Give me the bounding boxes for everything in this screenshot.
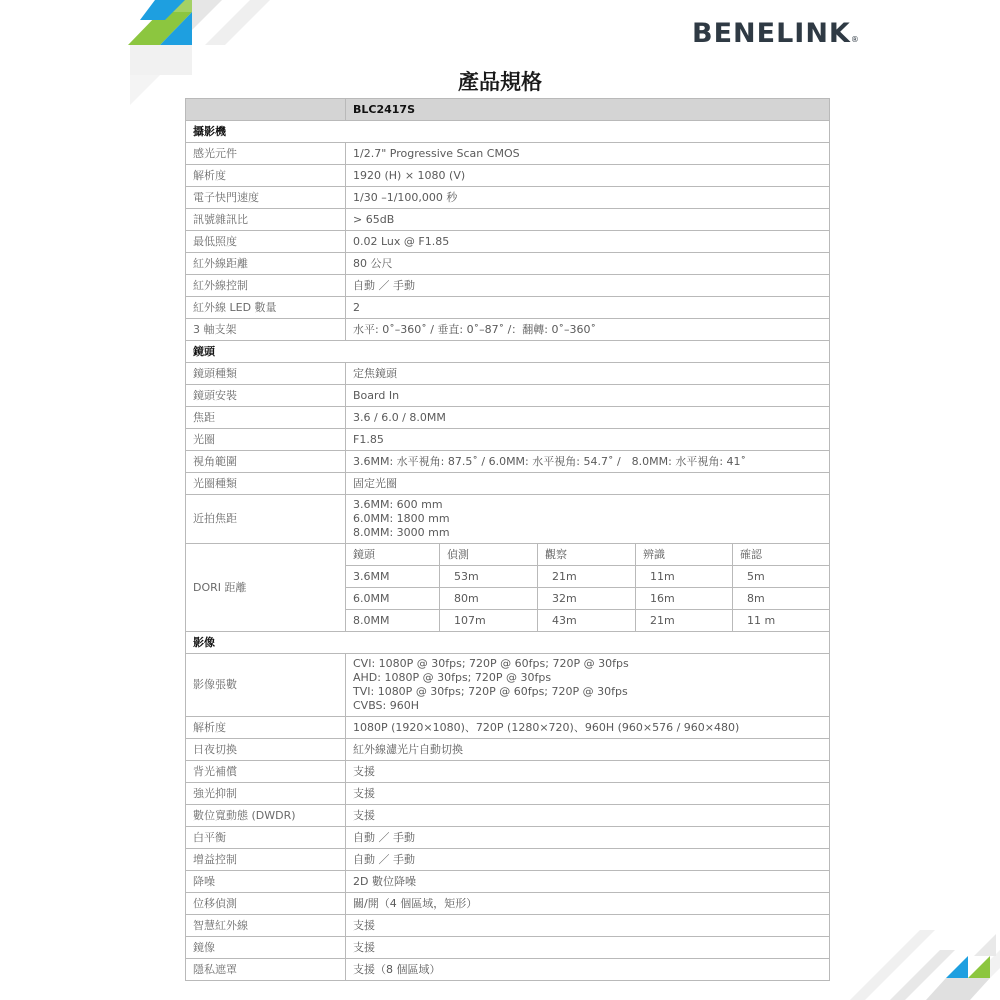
page-title: 產品規格 xyxy=(458,70,542,94)
lens-spec-row xyxy=(186,451,830,473)
video-section-title: 影像 xyxy=(186,632,830,654)
lens-spec-row xyxy=(186,363,830,385)
spec-label: 隱私遮罩 xyxy=(186,959,346,981)
dori-header-cell: 辨識 xyxy=(636,544,733,566)
dori-cell: 11 m xyxy=(733,610,830,632)
spec-value: 支援 xyxy=(346,915,830,937)
spec-label: 紅外線控制 xyxy=(186,275,346,297)
dori-cell: 16m xyxy=(636,588,733,610)
camera-spec-row xyxy=(186,165,830,187)
close-focus-spec-row xyxy=(186,495,830,544)
spec-value: 自動 ／ 手動 xyxy=(346,827,830,849)
spec-value: 支援 xyxy=(346,783,830,805)
model-header-blank xyxy=(186,99,346,121)
spec-label: 近拍焦距 xyxy=(186,495,346,544)
camera-spec-row xyxy=(186,209,830,231)
spec-value: 支援 xyxy=(346,805,830,827)
spec-label: 位移偵測 xyxy=(186,893,346,915)
camera-spec-row xyxy=(186,187,830,209)
lens-spec-row xyxy=(186,407,830,429)
video-section-row xyxy=(186,632,830,654)
spec-label: 紅外線距離 xyxy=(186,253,346,275)
spec-value: 1080P (1920×1080)、720P (1280×720)、960H (960×576 / 960×480) xyxy=(346,717,830,739)
spec-value: > 65dB xyxy=(346,209,830,231)
spec-label: 增益控制 xyxy=(186,849,346,871)
camera-section-row xyxy=(186,121,830,143)
dori-cell: 8m xyxy=(733,588,830,610)
dori-label: DORI 距離 xyxy=(186,544,346,632)
camera-spec-row xyxy=(186,319,830,341)
video-spec-row xyxy=(186,893,830,915)
spec-table xyxy=(185,98,830,981)
dori-header-cell: 確認 xyxy=(733,544,830,566)
dori-header-cell: 觀察 xyxy=(538,544,636,566)
video-spec-row xyxy=(186,761,830,783)
spec-label: 感光元件 xyxy=(186,143,346,165)
dori-cell: 11m xyxy=(636,566,733,588)
camera-spec-row xyxy=(186,143,830,165)
spec-label: 3 軸支架 xyxy=(186,319,346,341)
dori-cell: 5m xyxy=(733,566,830,588)
spec-label: 智慧紅外線 xyxy=(186,915,346,937)
spec-label: 鏡像 xyxy=(186,937,346,959)
spec-value: 1920 (H) × 1080 (V) xyxy=(346,165,830,187)
spec-value: 支援（8 個區域） xyxy=(346,959,830,981)
spec-label: 光圈 xyxy=(186,429,346,451)
spec-label: 背光補償 xyxy=(186,761,346,783)
spec-value: 3.6 / 6.0 / 8.0MM xyxy=(346,407,830,429)
spec-label: 解析度 xyxy=(186,165,346,187)
spec-value: 水平: 0˚–360˚ / 垂直: 0˚–87˚ /：翻轉: 0˚–360˚ xyxy=(346,319,830,341)
camera-spec-row xyxy=(186,275,830,297)
spec-value: 自動 ／ 手動 xyxy=(346,275,830,297)
video-spec-row xyxy=(186,849,830,871)
spec-value: 支援 xyxy=(346,937,830,959)
spec-value: 關/開（4 個區域，矩形） xyxy=(346,893,830,915)
spec-value: 2D 數位降噪 xyxy=(346,871,830,893)
dori-cell: 3.6MM xyxy=(346,566,440,588)
camera-section-title: 攝影機 xyxy=(186,121,830,143)
dori-cell: 21m xyxy=(636,610,733,632)
spec-value: 1/2.7" Progressive Scan CMOS xyxy=(346,143,830,165)
lens-spec-row xyxy=(186,429,830,451)
video-spec-row xyxy=(186,937,830,959)
spec-value-line: CVBS: 960H xyxy=(353,699,420,712)
lens-spec-row xyxy=(186,385,830,407)
dori-header-cell: 偵測 xyxy=(440,544,538,566)
dori-header-row xyxy=(186,544,830,566)
spec-value-line: CVI: 1080P @ 30fps; 720P @ 60fps; 720P @ 30fps xyxy=(353,657,629,670)
dori-cell: 107m xyxy=(440,610,538,632)
video-spec-row xyxy=(186,959,830,981)
spec-value: 3.6MM: 水平視角: 87.5˚ / 6.0MM: 水平視角: 54.7˚ / 8.0MM: 水平視角: 41˚ xyxy=(346,451,830,473)
lens-section-row xyxy=(186,341,830,363)
video-spec-row xyxy=(186,827,830,849)
dori-cell: 21m xyxy=(538,566,636,588)
spec-value-line: 6.0MM: 1800 mm xyxy=(353,512,450,525)
spec-value: 2 xyxy=(346,297,830,319)
spec-label: 鏡頭種類 xyxy=(186,363,346,385)
spec-value: 支援 xyxy=(346,761,830,783)
frame-rate-spec-row xyxy=(186,654,830,717)
spec-value: 0.02 Lux @ F1.85 xyxy=(346,231,830,253)
video-spec-row xyxy=(186,717,830,739)
dori-header-cell: 鏡頭 xyxy=(346,544,440,566)
model-name: BLC2417S xyxy=(346,99,830,121)
dori-cell: 43m xyxy=(538,610,636,632)
spec-value: 80 公尺 xyxy=(346,253,830,275)
video-spec-row xyxy=(186,739,830,761)
video-spec-row xyxy=(186,805,830,827)
video-spec-row xyxy=(186,871,830,893)
video-spec-row xyxy=(186,783,830,805)
spec-label: 焦距 xyxy=(186,407,346,429)
spec-value-line: 3.6MM: 600 mm xyxy=(353,498,443,511)
spec-value-multiline xyxy=(346,495,830,544)
spec-value: Board In xyxy=(346,385,830,407)
spec-value-line: AHD: 1080P @ 30fps; 720P @ 30fps xyxy=(353,671,552,684)
spec-label: 白平衡 xyxy=(186,827,346,849)
registered-mark: ® xyxy=(850,35,860,44)
spec-value-line: 8.0MM: 3000 mm xyxy=(353,526,450,539)
camera-spec-row xyxy=(186,297,830,319)
spec-value: F1.85 xyxy=(346,429,830,451)
spec-label: 最低照度 xyxy=(186,231,346,253)
spec-value: 定焦鏡頭 xyxy=(346,363,830,385)
spec-label: 日夜切換 xyxy=(186,739,346,761)
spec-label: 強光抑制 xyxy=(186,783,346,805)
lens-section-title: 鏡頭 xyxy=(186,341,830,363)
spec-label: 數位寬動態 (DWDR) xyxy=(186,805,346,827)
spec-value: 固定光圈 xyxy=(346,473,830,495)
dori-cell: 80m xyxy=(440,588,538,610)
spec-label: 紅外線 LED 數量 xyxy=(186,297,346,319)
spec-label: 電子快門速度 xyxy=(186,187,346,209)
spec-value: 1/30 –1/100,000 秒 xyxy=(346,187,830,209)
spec-label: 視角範圍 xyxy=(186,451,346,473)
spec-value: 自動 ／ 手動 xyxy=(346,849,830,871)
spec-label: 降噪 xyxy=(186,871,346,893)
dori-cell: 8.0MM xyxy=(346,610,440,632)
spec-label: 鏡頭安裝 xyxy=(186,385,346,407)
spec-label: 光圈種類 xyxy=(186,473,346,495)
brand-logo xyxy=(692,17,860,57)
brand-name: BENELINK xyxy=(692,18,851,49)
dori-cell: 32m xyxy=(538,588,636,610)
video-spec-row xyxy=(186,915,830,937)
lens-spec-row xyxy=(186,473,830,495)
camera-spec-row xyxy=(186,231,830,253)
spec-value-line: TVI: 1080P @ 30fps; 720P @ 60fps; 720P @ 30fps xyxy=(353,685,628,698)
model-header-row xyxy=(186,99,830,121)
spec-label: 解析度 xyxy=(186,717,346,739)
dori-cell: 53m xyxy=(440,566,538,588)
camera-spec-row xyxy=(186,253,830,275)
dori-cell: 6.0MM xyxy=(346,588,440,610)
spec-value: 紅外線濾光片自動切換 xyxy=(346,739,830,761)
spec-label: 影像張數 xyxy=(186,654,346,717)
spec-value-multiline xyxy=(346,654,830,717)
spec-label: 訊號雜訊比 xyxy=(186,209,346,231)
